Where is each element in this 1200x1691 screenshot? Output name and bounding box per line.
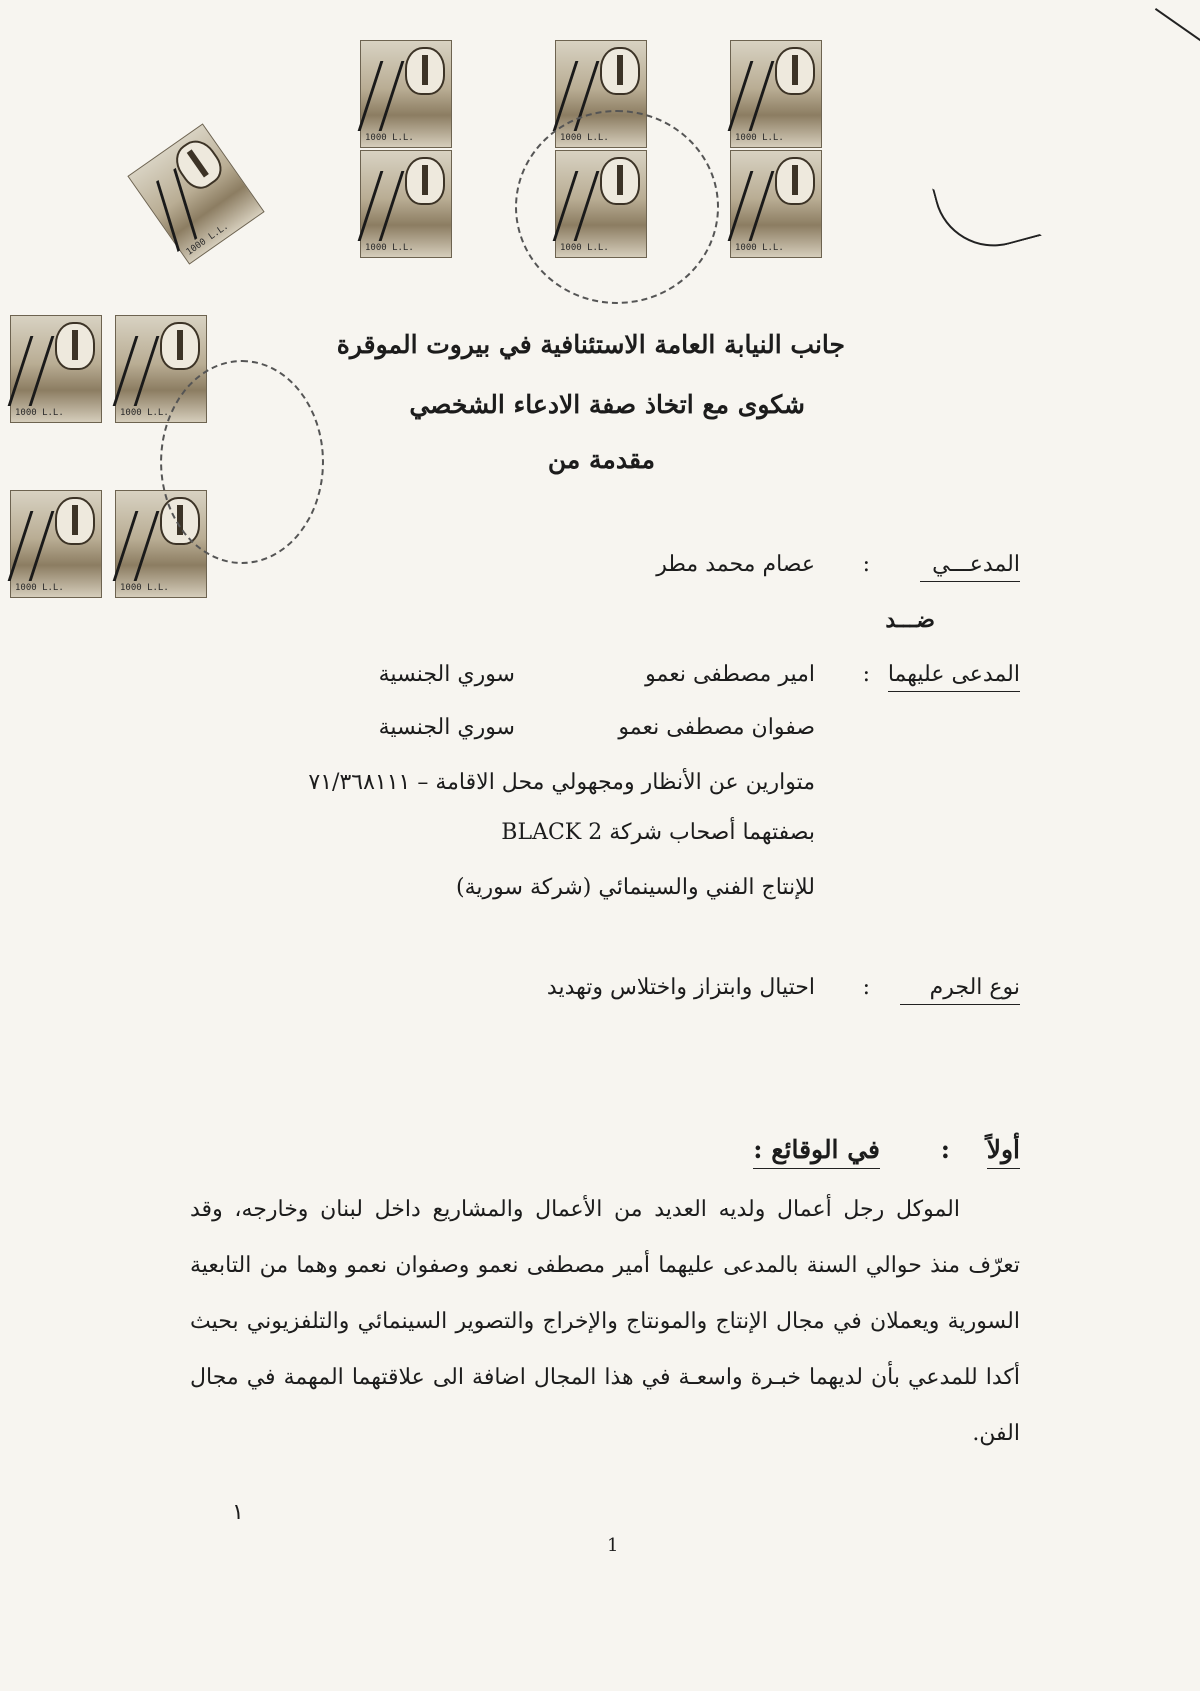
defendant1-name: امير مصطفى نعمو xyxy=(645,662,815,687)
defendants-status: متوارين عن الأنظار ومجهولي محل الاقامة – ٧١/٣٦٨١١١ xyxy=(308,770,815,795)
fiscal-stamp: 1000 L.L. xyxy=(360,150,452,258)
official-seal xyxy=(515,110,719,304)
official-seal xyxy=(160,360,324,564)
fiscal-stamp: 1000 L.L. xyxy=(730,150,822,258)
crime-value: احتيال وابتزاز واختلاس وتهديد xyxy=(546,975,815,1000)
plaintiff-name: عصام محمد مطر xyxy=(656,552,815,577)
company-line: بصفتهما أصحاب شركة BLACK 2 xyxy=(501,820,815,845)
fiscal-stamp: 1000 L.L. xyxy=(10,490,102,598)
colon: : xyxy=(940,1135,950,1164)
defendant2-nationality: سوري الجنسية xyxy=(378,715,515,740)
corner-mark xyxy=(1155,8,1200,44)
facts-paragraph: الموكل رجل أعمال ولديه العديد من الأعمال والمشاريع داخل لبنان وخارجه، وقد تعرّف منذ حوالي السنة بالمدعى عليهما أمير مصطفى نعمو وصفوان نعمو وهما من التابعية السورية ويعملان في مجال الإنتاج والمونتاج والإخراج والتصوير السينمائي والتلفزيوني بحيث أكدا للمدعي بأن لديهما خبـرة واسعـة في هذا المجال اضافة الى علاقتهما المهمة في مجال الفن. xyxy=(190,1197,1020,1446)
submitted-by: مقدمة من xyxy=(547,445,655,474)
fiscal-stamp: 1000 L.L. xyxy=(10,315,102,423)
fiscal-stamp: 1000 L.L. xyxy=(115,490,207,598)
crime-label: نوع الجرم xyxy=(900,975,1020,1005)
plaintiff-label: المدعـــي xyxy=(920,552,1020,582)
addressee-line: جانب النيابة العامة الاستئنافية في بيروت الموقرة xyxy=(336,330,845,359)
fiscal-stamp: 1000 L.L. xyxy=(127,123,264,264)
company-line2: للإنتاج الفني والسينمائي (شركة سورية) xyxy=(456,875,815,900)
page-number: 1 xyxy=(607,1535,619,1556)
defendant1-nationality: سوري الجنسية xyxy=(378,662,515,687)
fiscal-stamp: 1000 L.L. xyxy=(360,40,452,148)
margin-mark: ١ xyxy=(232,1500,244,1525)
signature-mark xyxy=(932,164,1042,260)
fiscal-stamp: 1000 L.L. xyxy=(730,40,822,148)
fiscal-stamp: 1000 L.L. xyxy=(555,40,647,148)
versus-label: ضـــد xyxy=(885,607,935,633)
defendants-label: المدعى عليهما xyxy=(888,662,1020,692)
colon: : xyxy=(862,552,870,577)
fiscal-stamp: 1000 L.L. xyxy=(555,150,647,258)
fiscal-stamp: 1000 L.L. xyxy=(115,315,207,423)
colon: : xyxy=(862,975,870,1000)
facts-heading-number: أولاً xyxy=(987,1135,1020,1169)
colon: : xyxy=(862,662,870,687)
facts-heading-title: في الوقائع : xyxy=(753,1135,880,1169)
defendant2-name: صفوان مصطفى نعمو xyxy=(618,715,815,740)
complaint-title: شكوى مع اتخاذ صفة الادعاء الشخصي xyxy=(409,390,805,419)
